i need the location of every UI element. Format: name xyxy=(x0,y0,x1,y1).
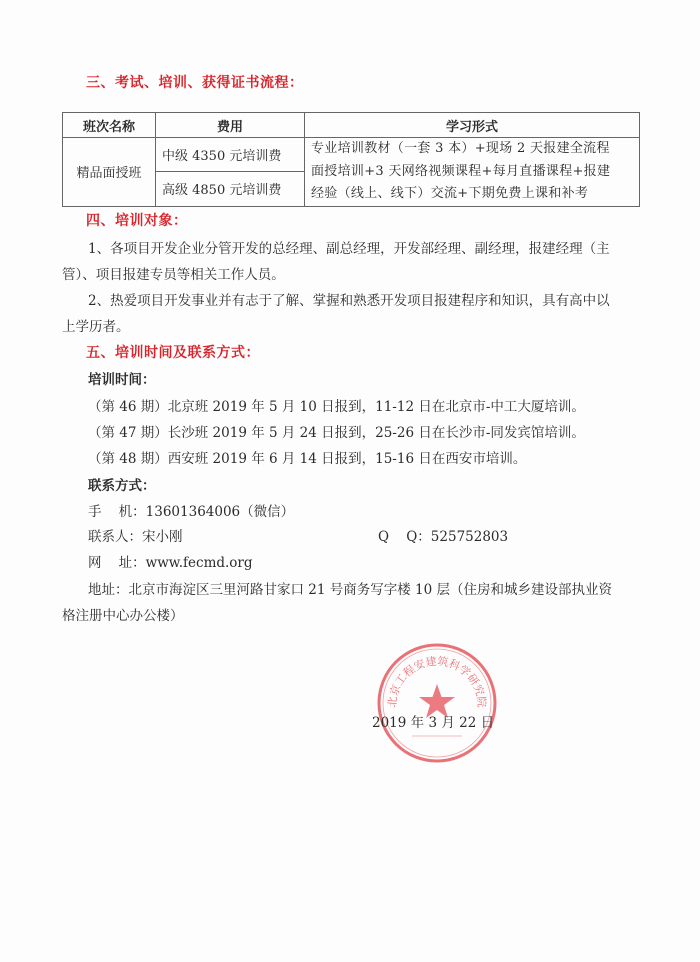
section3-title: 三、考试、培训、获得证书流程： xyxy=(86,75,304,91)
address-line-1: 地址：北京市海淀区三里河路甘家口 21 号商务写字楼 10 层（住房和城乡建设部执业资 xyxy=(88,582,613,598)
qq-number: Q Q：525752803 xyxy=(378,529,509,545)
contact-person: 联系人：宋小刚 xyxy=(88,529,183,545)
fee-advanced: 高级 4850 元培训费 xyxy=(156,172,305,206)
address-line-2: 格注册中心办公楼） xyxy=(62,608,184,624)
session-48: （第 48 期）西安班 2019 年 6 月 14 日报到，15-16 日在西安市培训。 xyxy=(88,451,527,467)
audience-paragraph-2-line-2: 上学历者。 xyxy=(62,319,130,335)
seal-text: 北京工程安建筑科学研究院 xyxy=(385,654,489,709)
study-form-line: 经验（线上、线下）交流+下期免费上课和补考 xyxy=(311,186,589,201)
course-table xyxy=(62,112,640,207)
training-time-label: 培训时间： xyxy=(88,372,156,388)
audience-paragraph-1-line-2: 管）、项目报建专员等相关工作人员。 xyxy=(62,267,285,283)
header-study-form: 学习形式 xyxy=(305,113,640,138)
contact-label: 联系方式： xyxy=(88,478,156,494)
website-line: 网 址：www.fecmd.org xyxy=(88,555,253,571)
official-seal xyxy=(374,640,500,766)
session-46: （第 46 期）北京班 2019 年 5 月 10 日报到，11-12 日在北京市-中工大厦培训。 xyxy=(88,399,585,415)
audience-paragraph-2-line-1: 2、热爱项目开发事业并有志于了解、掌握和熟悉开发项目报建程序和知识，具有高中以 xyxy=(88,293,610,309)
official-seal-graphic xyxy=(374,640,500,766)
audience-paragraph-1-line-1: 1、各项目开发企业分管开发的总经理、副总经理，开发部经理、副经理，报建经理（主 xyxy=(88,241,610,257)
study-form-cell xyxy=(305,138,640,207)
table-header-row xyxy=(63,113,640,138)
section4-title: 四、培训对象： xyxy=(86,213,188,229)
session-47: （第 47 期）长沙班 2019 年 5 月 24 日报到，25-26 日在长沙市-同发宾馆培训。 xyxy=(88,425,585,441)
header-fee: 费用 xyxy=(156,113,305,138)
section5-title: 五、培训时间及联系方式： xyxy=(86,345,260,361)
fee-intermediate: 中级 4350 元培训费 xyxy=(156,138,305,172)
phone-line: 手 机：13601364006（微信） xyxy=(88,504,295,520)
header-class-name: 班次名称 xyxy=(63,113,156,138)
issue-date: 2019 年 3 月 22 日 xyxy=(372,715,495,731)
study-form-line: 面授培训+3 天网络视频课程+每月直播课程+报建 xyxy=(311,163,611,179)
class-name-cell: 精品面授班 xyxy=(63,138,156,207)
study-form-line: 专业培训教材（一套 3 本）+现场 2 天报建全流程 xyxy=(311,141,610,156)
table-row xyxy=(63,138,640,172)
